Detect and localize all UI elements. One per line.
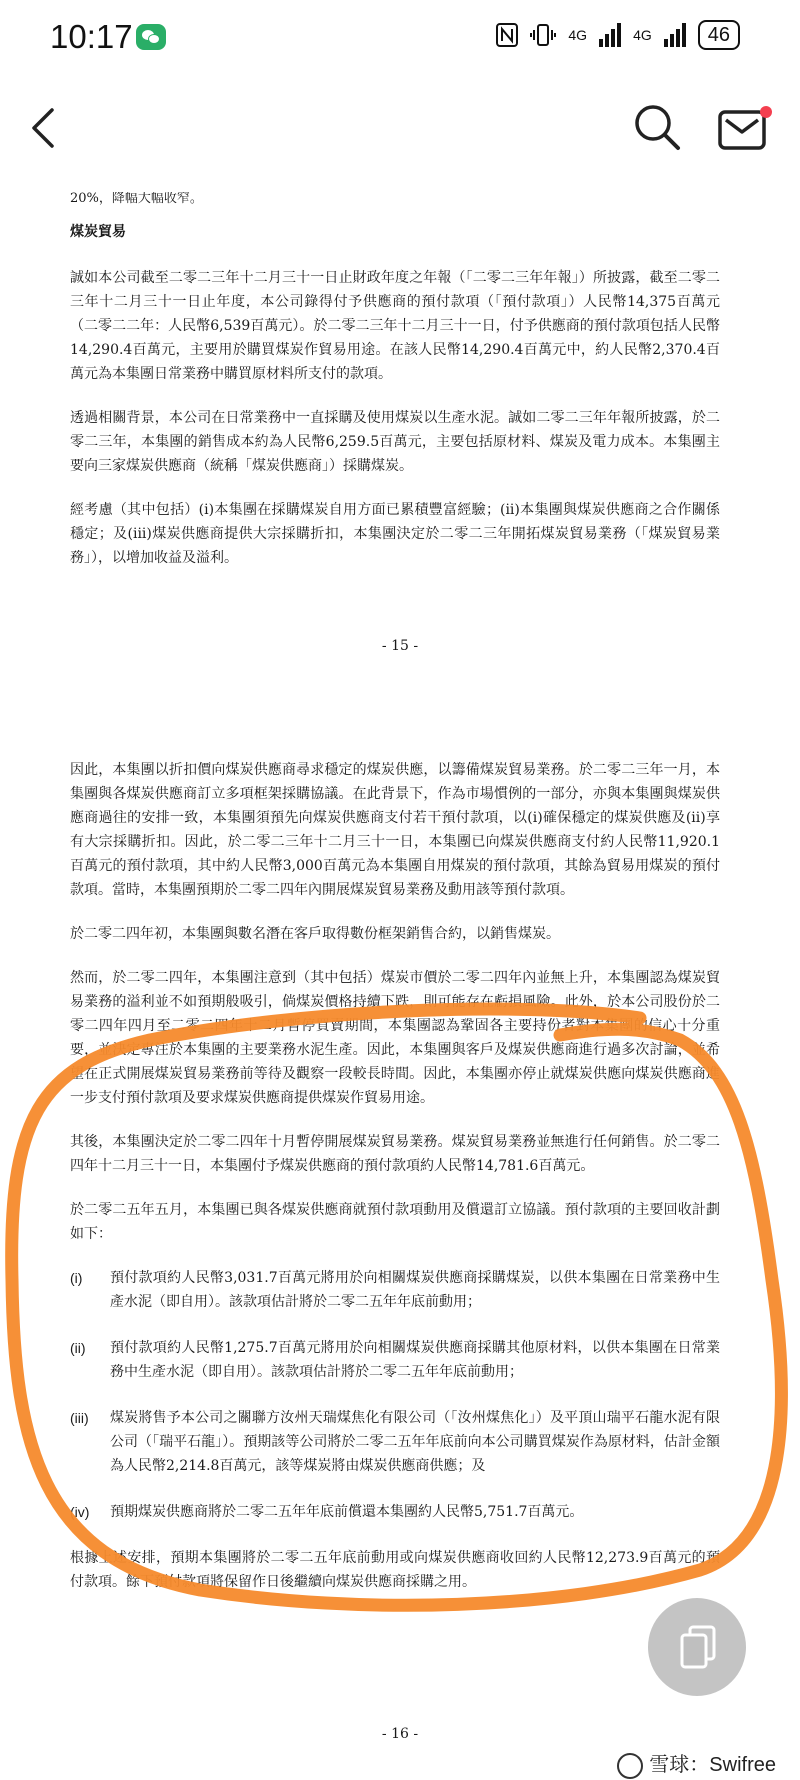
wechat-icon xyxy=(136,24,166,50)
network-label-2: 4G xyxy=(633,27,652,43)
paragraph: 經考慮（其中包括）(i)本集團在採購煤炭自用方面已累積豐富經驗；(ii)本集團與煤炭供應商之合作關係穩定；及(iii)煤炭供應商提供大宗採購折扣，本集團決定於二零二三年開拓煤炭貿易業務（「煤炭貿易業務」），以增加收益及溢利。 xyxy=(70,502,720,566)
paragraph: 其後，本集團決定於二零二四年十月暫停開展煤炭貿易業務。煤炭貿易業務並無進行任何銷售。於二零二四年十二月三十一日，本集團付予煤炭供應商的預付款項約人民幣14,781.6百萬元。 xyxy=(70,1134,720,1174)
vibrate-icon xyxy=(530,23,556,47)
list-item xyxy=(70,1336,720,1384)
section-heading: 煤炭貿易 xyxy=(70,224,126,240)
paragraph: 因此，本集團以折扣價向煤炭供應商尋求穩定的煤炭供應，以籌備煤炭貿易業務。於二零二三年一月，本集團與各煤炭供應商訂立多項框架採購協議。在此背景下，作為市場慣例的一部分，亦與本集團與煤炭供應商過往的安排一致，本集團須預先向煤炭供應商支付若干預付款項，以(i)確保穩定的煤炭供應及(ii)享有大宗採購折扣。因此，於二零二三年十二月三十一日，本集團已向煤炭供應商支付約人民幣11,920.1百萬元的預付款項，其中約人民幣3,000百萬元為本集團自用煤炭的預付款項，其餘為貿易用煤炭的預付款項。當時，本集團預期於二零二四年內開展煤炭貿易業務及動用該等預付款項。 xyxy=(70,762,720,898)
list-text: 預付款項約人民幣1,275.7百萬元將用於向相關煤炭供應商採購其他原材料，以供本集團在日常業務中生產水泥（即自用）。該款項估計將於二零二五年年底前動用； xyxy=(110,1340,720,1380)
signal-icon xyxy=(599,23,621,47)
document-page-15 xyxy=(70,192,720,590)
clock: 10:17 xyxy=(50,18,133,55)
status-icons xyxy=(496,20,740,50)
list-number: (ii) xyxy=(70,1340,86,1356)
list-text: 預付款項約人民幣3,031.7百萬元將用於向相關煤炭供應商採購煤炭，以供本集團在日常業務中生產水泥（即自用）。該款項估計將於二零二五年年底前動用； xyxy=(110,1270,720,1310)
status-bar xyxy=(0,0,800,84)
list-text: 煤炭將售予本公司之關聯方汝州天瑞煤焦化有限公司（「汝州煤焦化」）及平頂山瑞平石龍水泥有限公司（「瑞平石龍」）。預期該等公司將於二零二五年年底前向本公司購買煤炭作為原材料，估計金額為人民幣2,214.8百萬元，該等煤炭將由煤炭供應商供應；及 xyxy=(110,1410,720,1474)
nfc-icon xyxy=(496,23,518,47)
watermark-text: 雪球：Swifree xyxy=(649,1754,776,1776)
search-icon[interactable] xyxy=(633,103,681,151)
network-label-1: 4G xyxy=(568,27,588,43)
paragraph: 誠如本公司截至二零二三年十二月三十一日止財政年度之年報（「二零二三年年報」）所披露，截至二零二三年十二月三十一日止年度，本公司錄得付予供應商的預付款項（「預付款項」）人民幣14,375百萬元（二零二二年：人民幣6,539百萬元）。於二零二三年十二月三十一日，付予供應商的預付款項包括人民幣14,290.4百萬元，主要用於購買煤炭作貿易用途。在該人民幣14,290.4百萬元中，約人民幣2,370.4百萬元為本集團日常業務中購買原材料所支付的款項。 xyxy=(70,270,720,382)
list-number: (iv) xyxy=(70,1504,90,1520)
top-fragment: 20%，降幅大幅收窄。 xyxy=(70,192,203,206)
list-number: (i) xyxy=(70,1270,83,1286)
paragraph: 於二零二四年初，本集團與數名潛在客戶取得數份框架銷售合約，以銷售煤炭。 xyxy=(70,926,560,942)
document-page-16 xyxy=(70,758,720,1614)
page-number: - 16 - xyxy=(381,1726,419,1742)
xueqiu-logo-icon xyxy=(617,1753,643,1779)
battery-indicator: 46 xyxy=(698,20,740,50)
nav-bar xyxy=(0,88,800,188)
paragraph: 根據上述安排，預期本集團將於二零二五年底前動用或向煤炭供應商收回約人民幣12,273.9百萬元的預付款項。餘下預付款項將保留作日後繼續向煤炭供應商採購之用。 xyxy=(70,1550,720,1590)
page-number: - 15 - xyxy=(381,638,419,654)
signal-icon-2 xyxy=(664,23,686,47)
list-item xyxy=(70,1266,720,1314)
list-item xyxy=(70,1406,720,1478)
notification-dot xyxy=(760,106,772,118)
list-number: (iii) xyxy=(70,1410,89,1426)
paragraph: 然而，於二零二四年，本集團注意到（其中包括）煤炭市價於二零二四年內並無上升，本集團認為煤炭貿易業務的溢利並不如預期般吸引，倘煤炭價格持續下跌，則可能存在虧損風險。此外，於本公司股份於二零二四年四月至二零二四年十二月暫停買賣期間，本集團認為鞏固各主要持份者對本集團的信心十分重要，並決定專注於本集團的主要業務水泥生產。因此，本集團與客戶及煤炭供應商進行過多次討論，並希望在正式開展煤炭貿易業務前等待及觀察一段較長時間。因此，本集團亦停止就煤炭供應向煤炭供應商進一步支付預付款項及要求煤炭供應商提供煤炭作貿易用途。 xyxy=(70,970,720,1106)
copy-icon xyxy=(680,1625,716,1669)
watermark xyxy=(617,1748,776,1779)
back-arrow-icon[interactable] xyxy=(24,106,68,150)
list-item xyxy=(70,1500,720,1524)
paragraph: 於二零二五年五月，本集團已與各煤炭供應商就預付款項動用及償還訂立協議。預付款項的主要回收計劃如下： xyxy=(70,1202,720,1242)
list-text: 預期煤炭供應商將於二零二五年年底前償還本集團約人民幣5,751.7百萬元。 xyxy=(110,1504,584,1520)
paragraph: 透過相關背景，本公司在日常業務中一直採購及使用煤炭以生產水泥。誠如二零二三年年報所披露，於二零二三年，本集團的銷售成本約為人民幣6,259.5百萬元，主要包括原材料、煤炭及電力成本。本集團主要向三家煤炭供應商（統稱「煤炭供應商」）採購煤炭。 xyxy=(70,410,720,474)
